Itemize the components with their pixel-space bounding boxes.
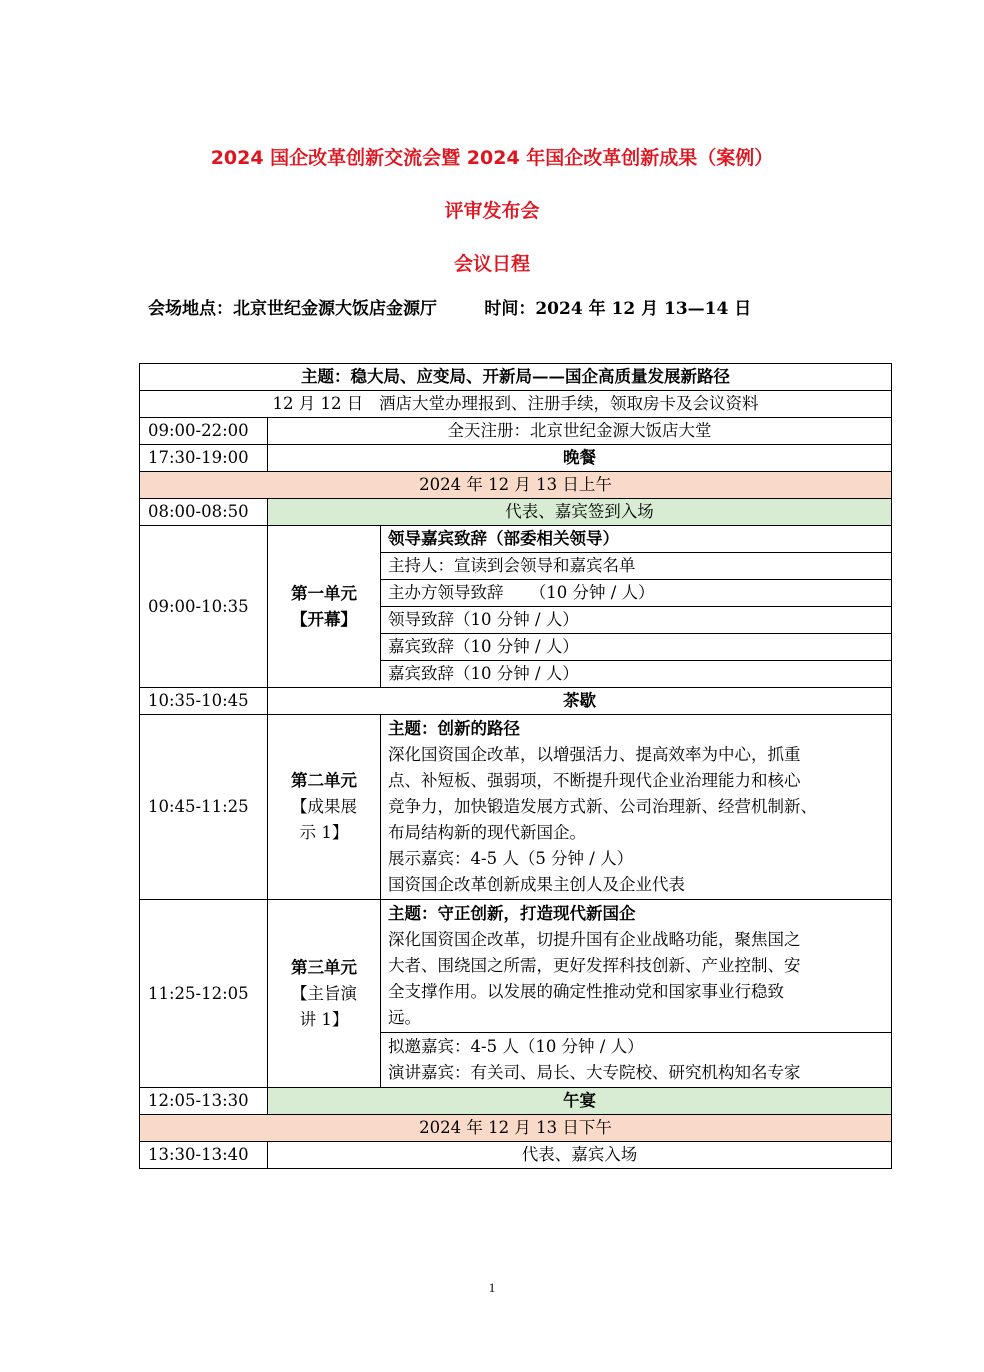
- time-cell: 17:30-19:00: [140, 445, 268, 472]
- unit3-line: 全支撑作用。以发展的确定性推动党和国家事业行稳致: [388, 982, 784, 1001]
- unit3-label: [268, 900, 381, 1088]
- unit3-line: 远。: [388, 1008, 421, 1027]
- theme-cell: 主题：稳大局、应变局、开新局——国企高质量发展新路径: [140, 364, 892, 391]
- unit3-sub2: 讲 1】: [299, 1009, 349, 1029]
- dec12-cell: 12 月 12 日 酒店大堂办理报到、注册手续，领取房卡及会议资料: [140, 391, 892, 418]
- unit3-sub1: 【主旨演: [291, 983, 357, 1003]
- table-row: [140, 1088, 892, 1115]
- time-cell: 09:00-10:35: [140, 526, 268, 688]
- unit1-label: [268, 526, 381, 688]
- venue-time-line: 会场地点：北京世纪金源大饭店金源厅 时间：2024 年 12 月 13—14 日: [148, 299, 752, 319]
- table-row: [140, 445, 892, 472]
- table-row: [140, 472, 892, 499]
- tea-break-cell: 茶歇: [268, 688, 892, 715]
- unit2-topic: 主题：创新的路径: [388, 719, 520, 738]
- title-line-2: 评审发布会: [444, 200, 540, 222]
- lunch-cell: 午宴: [268, 1088, 892, 1115]
- unit3-name: 第三单元: [291, 957, 357, 977]
- time-cell: 13:30-13:40: [140, 1142, 268, 1169]
- table-row: [140, 499, 892, 526]
- unit1-item: 嘉宾致辞（10 分钟 / 人）: [381, 661, 892, 688]
- time-cell: 09:00-22:00: [140, 418, 268, 445]
- unit2-line: 竞争力，加快锻造发展方式新、公司治理新、经营机制新、: [388, 797, 817, 816]
- unit3-topic: 主题：守正创新，打造现代新国企: [388, 904, 636, 923]
- unit1-item: 领导致辞（10 分钟 / 人）: [381, 607, 892, 634]
- unit2-sub1: 【成果展: [291, 797, 357, 816]
- table-row: [140, 715, 892, 900]
- time-cell: 08:00-08:50: [140, 499, 268, 526]
- table-row: [140, 526, 892, 553]
- entry-cell: 代表、嘉宾入场: [268, 1142, 892, 1169]
- table-row: [140, 364, 892, 391]
- unit2-label: [268, 715, 381, 900]
- time-cell: 10:45-11:25: [140, 715, 268, 900]
- table-row: [140, 391, 892, 418]
- unit1-item: 领导嘉宾致辞（部委相关领导）: [381, 526, 892, 553]
- registration-cell: 全天注册：北京世纪金源大饭店大堂: [268, 418, 892, 445]
- unit2-sub2: 示 1】: [299, 823, 349, 842]
- unit1-item: 主持人：宣读到会领导和嘉宾名单: [381, 553, 892, 580]
- time-cell: 11:25-12:05: [140, 900, 268, 1088]
- unit1-item: 主办方领导致辞 （10 分钟 / 人）: [381, 580, 892, 607]
- unit2-name: 第二单元: [291, 771, 357, 790]
- unit2-line: 点、补短板、强弱项，不断提升现代企业治理能力和核心: [388, 771, 801, 790]
- pm-date-header: 2024 年 12 月 13 日下午: [140, 1115, 892, 1142]
- schedule-table: [139, 363, 892, 1169]
- unit1-sub: 【开幕】: [291, 609, 357, 629]
- time-cell: 12:05-13:30: [140, 1088, 268, 1115]
- title-line-1: 2024 国企改革创新交流会暨 2024 年国企改革创新成果（案例）: [210, 147, 774, 169]
- table-row: [140, 688, 892, 715]
- dinner-cell: 晚餐: [268, 445, 892, 472]
- unit2-line: 展示嘉宾：4-5 人（5 分钟 / 人）: [388, 849, 634, 868]
- table-row: [140, 1115, 892, 1142]
- unit3-guests: [381, 1033, 892, 1088]
- am-date-header: 2024 年 12 月 13 日上午: [140, 472, 892, 499]
- unit3-line: 大者、围绕国之所需，更好发挥科技创新、产业控制、安: [388, 956, 801, 975]
- page-number: 1: [488, 1280, 496, 1295]
- unit3-content: [381, 900, 892, 1033]
- unit1-item: 嘉宾致辞（10 分钟 / 人）: [381, 634, 892, 661]
- unit3-line: 深化国资国企改革，切提升国有企业战略功能，聚焦国之: [388, 930, 801, 949]
- time-cell: 10:35-10:45: [140, 688, 268, 715]
- unit1-name: 第一单元: [291, 583, 357, 603]
- title-line-3: 会议日程: [453, 253, 530, 275]
- unit2-line: 国资国企改革创新成果主创人及企业代表: [388, 875, 685, 894]
- unit3-guest-line: 拟邀嘉宾：4-5 人（10 分钟 / 人）: [388, 1037, 644, 1056]
- unit2-line: 布局结构新的现代新国企。: [388, 823, 586, 842]
- table-row: [140, 900, 892, 1033]
- unit2-line: 深化国资国企改革，以增强活力、提高效率为中心，抓重: [388, 745, 801, 764]
- unit2-content: [381, 715, 892, 900]
- signin-cell: 代表、嘉宾签到入场: [268, 499, 892, 526]
- unit3-guest-line: 演讲嘉宾：有关司、局长、大专院校、研究机构知名专家: [388, 1063, 801, 1082]
- table-row: [140, 1142, 892, 1169]
- table-row: [140, 418, 892, 445]
